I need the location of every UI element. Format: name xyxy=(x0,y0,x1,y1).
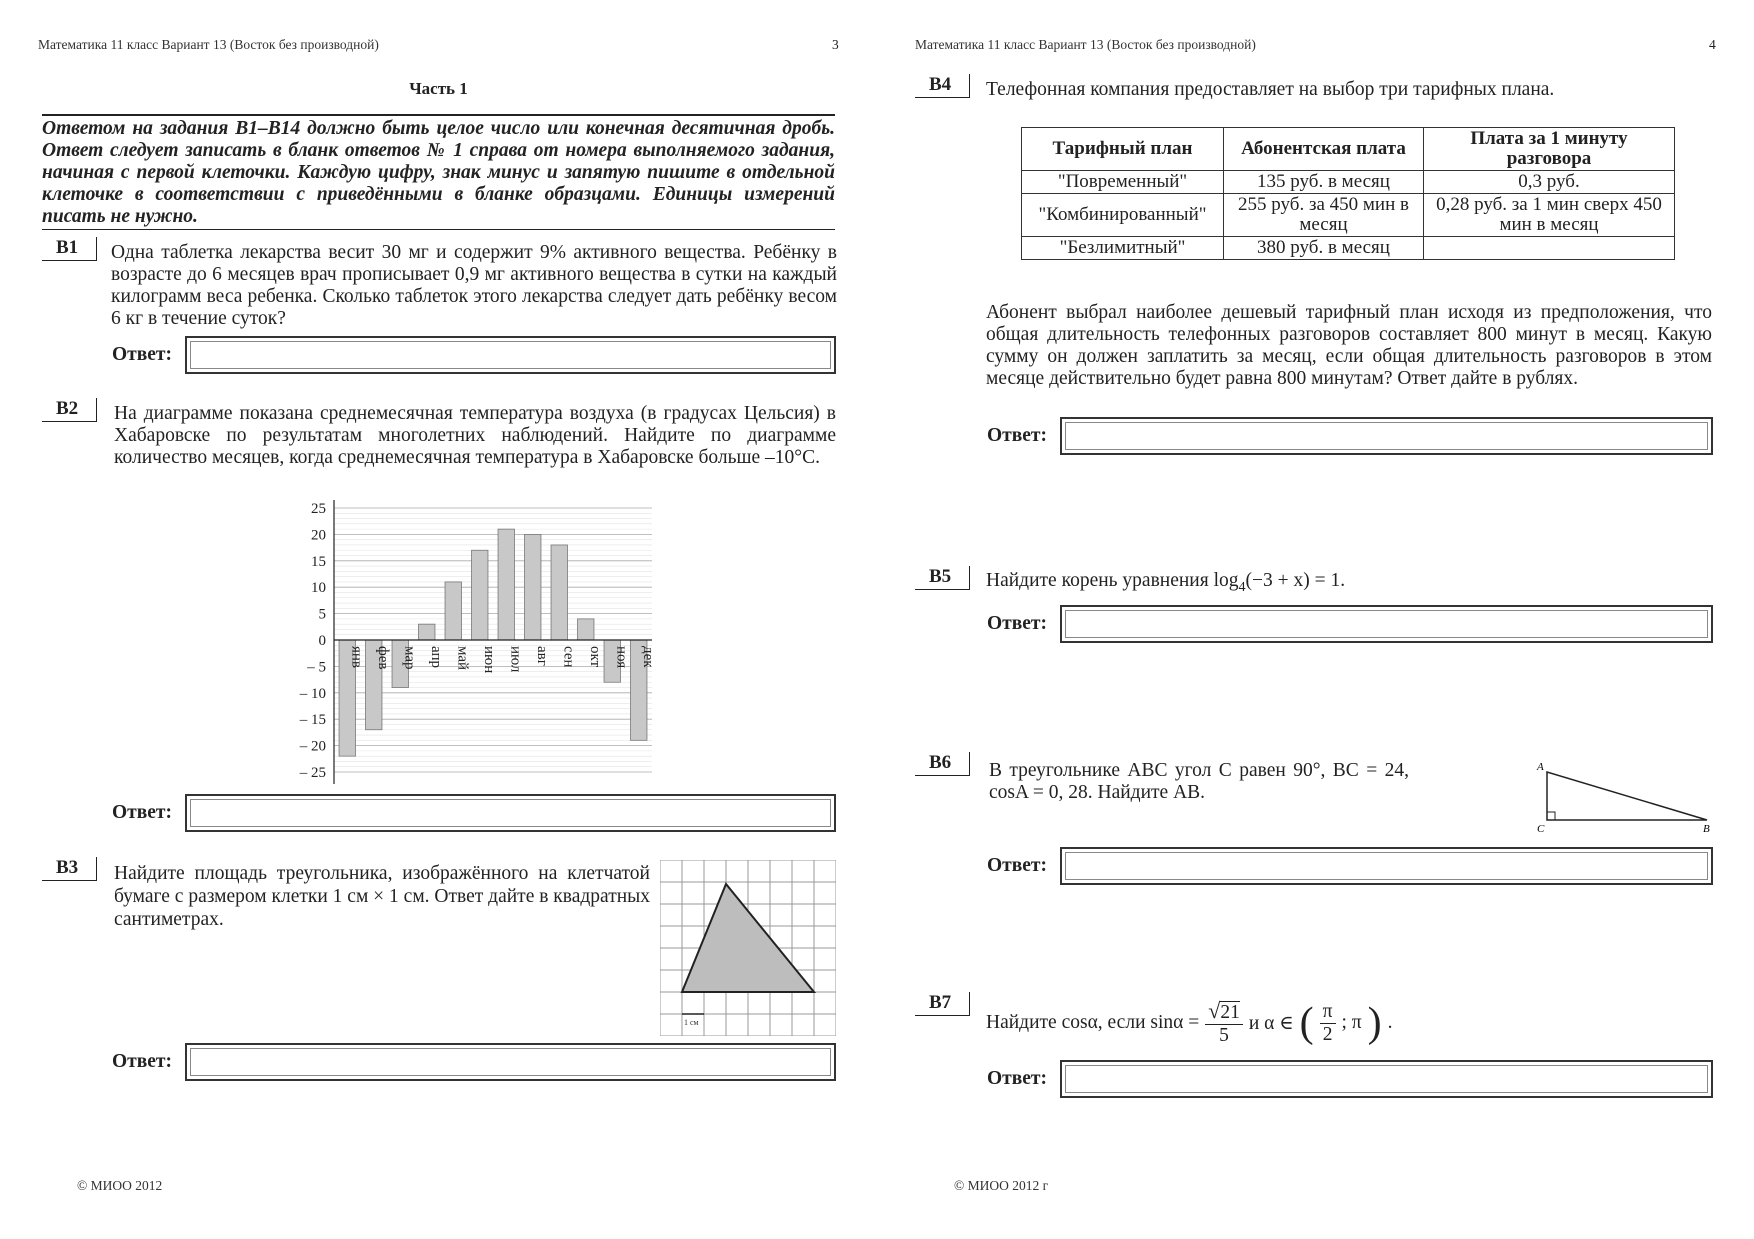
table-cell xyxy=(1424,237,1675,260)
x-tick-label: фев xyxy=(374,646,391,670)
y-tick-label: 15 xyxy=(311,553,326,570)
task-b7-text: Найдите cosα, если sinα = $\frac{√21}{5}$ и α ∈ ( $\frac{\pi}{2}$ ; π ) . xyxy=(986,997,1393,1046)
answer-field-b4[interactable] xyxy=(1060,417,1713,455)
grid-triangle-figure xyxy=(660,860,836,1036)
x-tick-label: окт xyxy=(586,646,603,668)
task-tag-b4: B4 xyxy=(915,74,970,98)
temperature-chart xyxy=(290,496,660,791)
page-number: 4 xyxy=(1709,37,1716,52)
y-tick-label: – 10 xyxy=(299,685,326,702)
y-tick-label: 10 xyxy=(311,580,326,597)
answer-field-b2[interactable] xyxy=(185,794,836,832)
answer-field-b3[interactable] xyxy=(185,1043,836,1081)
x-tick-label: июн xyxy=(480,646,497,674)
bar-окт xyxy=(578,619,594,640)
bar-май xyxy=(445,582,461,640)
bar-сен xyxy=(551,545,567,640)
task-tag-b6: B6 xyxy=(915,752,970,776)
task-b7-text-start: Найдите cosα, если sinα = xyxy=(986,1012,1200,1033)
x-tick-label: янв xyxy=(348,646,365,669)
table-cell: "Комбинированный" xyxy=(1022,194,1224,237)
page-header: Математика 11 класс Вариант 13 (Восток без производной) xyxy=(915,37,1256,52)
task-tag-b1: B1 xyxy=(42,237,97,261)
table-cell: 380 руб. в месяц xyxy=(1224,237,1424,260)
y-tick-label: 0 xyxy=(318,633,326,649)
task-tag-b5: B5 xyxy=(915,566,970,590)
sin-fraction: $\frac{√21}{5}$ xyxy=(1205,1000,1243,1047)
y-tick-label: 20 xyxy=(311,527,326,544)
page-right xyxy=(877,0,1754,1239)
page-footer: © МИОО 2012 xyxy=(77,1178,163,1193)
y-tick-label: 5 xyxy=(318,606,326,623)
part-title: Часть 1 xyxy=(409,79,468,98)
interval-fraction xyxy=(1320,1001,1336,1046)
x-tick-label: дек xyxy=(639,646,656,668)
task-b5-text xyxy=(986,570,1712,599)
answer-field-b5[interactable] xyxy=(1060,605,1713,643)
task-tag-b2: B2 xyxy=(42,398,97,422)
answer-field-b6[interactable] xyxy=(1060,847,1713,885)
right-triangle-figure xyxy=(1535,758,1715,834)
vertex-label-a: A xyxy=(1537,761,1544,773)
x-tick-label: авг xyxy=(533,646,550,666)
table-row xyxy=(1022,237,1675,260)
table-header: Абонентская плата xyxy=(1224,128,1424,171)
table-header-row xyxy=(1022,128,1675,171)
page-header: Математика 11 класс Вариант 13 (Восток без производной) xyxy=(38,37,379,52)
vertex-label-b: B xyxy=(1703,823,1710,834)
bar-июл xyxy=(498,529,514,640)
tariff-table xyxy=(1021,127,1675,260)
answer-field-b7[interactable] xyxy=(1060,1060,1713,1098)
answer-label-b5: Ответ: xyxy=(987,613,1048,634)
x-tick-label: сен xyxy=(560,646,577,668)
x-tick-label: апр xyxy=(427,646,444,668)
x-tick-label: ноя xyxy=(613,646,630,669)
grid-scale-label: 1 см xyxy=(684,1018,699,1027)
y-tick-label: – 15 xyxy=(299,712,326,729)
task-b2-text: На диаграмме показана среднемесячная температура воздуха (в градусах Цельсия) в Хабаровске по результатам многолетних наблюдений. Найдите по диаграмме количество месяцев, когда среднемесячная температура в Хабаровске больше –10°C. xyxy=(114,403,836,468)
table-header: Тарифный план xyxy=(1022,128,1224,171)
task-b4-text: Абонент выбрал наиболее дешевый тарифный план исходя из предположения, что общая длительность телефонных разговоров составляет 800 минут в месяц. Какую сумму он должен заплатить за месяц, если общая длительность разговоров в этом месяце действительно будет равна 800 минутам? Ответ дайте в рублях. xyxy=(986,302,1712,389)
interval-end: ; π xyxy=(1341,1012,1362,1033)
table-cell: 0,3 руб. xyxy=(1424,171,1675,194)
fraction-denominator: 5 xyxy=(1219,1024,1229,1046)
answer-label-b4: Ответ: xyxy=(987,425,1048,446)
table-row xyxy=(1022,194,1675,237)
task-b7-text-mid: и α ∈ xyxy=(1248,1013,1294,1034)
y-tick-label: – 20 xyxy=(299,738,326,755)
table-cell: 255 руб. за 450 мин в месяц xyxy=(1224,194,1424,237)
interval-denominator: 2 xyxy=(1322,1023,1333,1045)
page-footer: © МИОО 2012 г xyxy=(954,1178,1049,1193)
answer-label-b1: Ответ: xyxy=(112,344,173,365)
answer-field-b1[interactable] xyxy=(185,336,836,374)
x-tick-label: июл xyxy=(507,646,524,673)
page-number: 3 xyxy=(832,37,839,52)
task-b4-intro: Телефонная компания предоставляет на выбор три тарифных плана. xyxy=(986,79,1555,100)
task-b6-text: В треугольнике ABC угол C равен 90°, BC = 24, cosA = 0, 28. Найдите AB. xyxy=(989,760,1409,803)
bar-авг xyxy=(525,534,541,640)
bar-апр xyxy=(419,624,435,640)
y-tick-label: – 5 xyxy=(307,659,326,676)
task-b3-text: Найдите площадь треугольника, изображённого на клетчатой бумаге с размером клетки 1 см × 1 см. Ответ дайте в квадратных сантиметрах. xyxy=(114,863,651,930)
table-row xyxy=(1022,171,1675,194)
answer-label-b2: Ответ: xyxy=(112,802,173,823)
interval-numerator: π xyxy=(1320,1001,1336,1024)
log-base: 4 xyxy=(1238,579,1246,595)
answer-label-b3: Ответ: xyxy=(112,1051,173,1072)
task-tag-b3: B3 xyxy=(42,857,97,881)
table-cell: 135 руб. в месяц xyxy=(1224,171,1424,194)
task-tag-b7: B7 xyxy=(915,992,970,1016)
x-tick-label: май xyxy=(454,646,471,671)
answer-label-b6: Ответ: xyxy=(987,855,1048,876)
x-tick-label: мар xyxy=(401,646,418,670)
table-cell: 0,28 руб. за 1 мин сверх 450 мин в месяц xyxy=(1424,194,1675,237)
y-tick-label: 25 xyxy=(311,501,326,517)
answer-label-b7: Ответ: xyxy=(987,1068,1048,1089)
task-b5-text-start: Найдите корень уравнения log xyxy=(986,570,1239,591)
task-b1-text: Одна таблетка лекарства весит 30 мг и содержит 9% активного вещества. Ребёнку в возрасте до 6 месяцев врач прописывает 0,9 мг активного вещества в сутки на каждый килограмм веса ребенка. Сколько таблеток этого лекарства следует дать ребёнку весом 6 кг в течение суток? xyxy=(111,242,837,329)
table-cell: "Безлимитный" xyxy=(1022,237,1224,260)
bar-июн xyxy=(472,550,488,640)
task-b7-period: . xyxy=(1387,1012,1393,1033)
table-cell: "Повременный" xyxy=(1022,171,1224,194)
sqrt-argument: 21 xyxy=(1220,1001,1240,1023)
table-header: Плата за 1 минуту разговора xyxy=(1424,128,1675,171)
instructions: Ответом на задания В1–В14 должно быть целое число или конечная десятичная дробь. Ответ следует записать в бланк ответов № 1 справа от номера выполняемого задания, начиная с первой клеточки. Каждую цифру, знак минус и запятую пишите в отдельной клеточке в соответствии с приведёнными в бланке образцами. Единицы измерений писать не нужно. xyxy=(42,114,835,230)
task-b5-text-end: (−3 + x) = 1. xyxy=(1245,570,1346,591)
y-tick-label: – 25 xyxy=(299,765,326,781)
vertex-label-c: C xyxy=(1537,823,1545,834)
